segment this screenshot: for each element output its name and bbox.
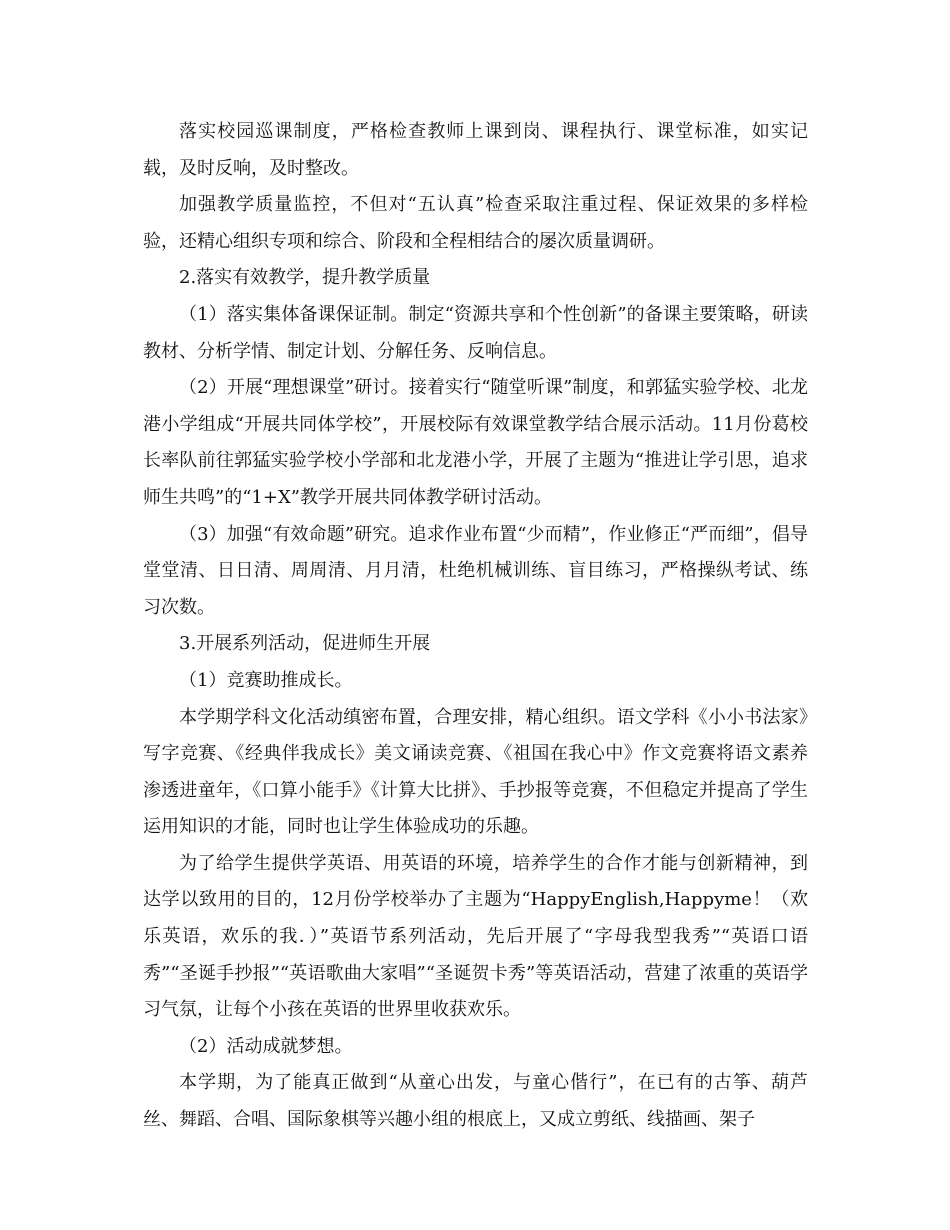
section-heading-series-activities: 3.开展系列活动，促进师生开展	[179, 633, 431, 655]
paragraph-ideal-classroom: （2）开展“理想课堂”研讨。接着实行“随堂听课”制度，和郭猛实验学校、北龙港小学组成“开展共同体学校”，开展校际有效课堂教学结合展示活动。11月份葛校长率队前往郭猛实验学校小学部和北龙港小学，开展了主题为“推进让学引思，追求师生共鸣”的“1+X”教学开展共同体教学研讨活动。	[143, 377, 808, 508]
subheading-competitions: （1）竞赛助推成长。	[179, 669, 353, 691]
paragraph-collective-lesson-prep: （1）落实集体备课保证制。制定“资源共享和个性创新”的备课主要策略，研读教材、分析学情、制定计划、分解任务、反响信息。	[143, 303, 808, 362]
paragraph-subject-culture: 本学期学科文化活动缜密布置，合理安排，精心组织。语文学科《小小书法家》写字竞赛、《经典伴我成长》美文诵读竞赛、《祖国在我心中》作文竞赛将语文素养渗透进童年，《口算小能手》《计算大比拼》、手抄报等竞赛，不但稳定并提高了学生运用知识的才能，同时也让学生体验成功的乐趣。	[143, 706, 808, 838]
subheading-activities-dreams: （2）活动成就梦想。	[179, 1035, 353, 1057]
paragraph-inspection: 落实校园巡课制度，严格检查教师上课到岗、课程执行、课堂标准，如实记载，及时反响，及时整改。	[143, 121, 808, 179]
section-heading-effective-teaching: 2.落实有效教学，提升教学质量	[179, 267, 431, 289]
paragraph-interest-groups: 本学期，为了能真正做到“从童心出发，与童心偕行”，在已有的古筝、葫芦丝、舞蹈、合唱、国际象棋等兴趣小组的根底上，又成立剪纸、线描画、架子	[143, 1072, 808, 1131]
paragraph-english-festival: 为了给学生提供学英语、用英语的环境，培养学生的合作才能与创新精神，到达学以致用的目的，12月份学校举办了主题为“HappyEnglish,Happyme！（欢乐英语，欢乐的我．）”英语节系列活动，先后开展了“字母我型我秀”“英语口语秀”“圣诞手抄报”“英语歌曲大家唱”“圣诞贺卡秀”等英语活动，营建了浓重的英语学习气氛，让每个小孩在英语的世界里收获欢乐。	[143, 852, 808, 1021]
paragraph-effective-assessment: （3）加强“有效命题”研究。追求作业布置“少而精”，作业修正“严而细”，倡导堂堂清、日日清、周周清、月月清，杜绝机械训练、盲目练习，严格操纵考试、练习次数。	[143, 523, 808, 618]
document-body	[143, 114, 808, 1139]
paragraph-quality-monitoring: 加强教学质量监控，不但对“五认真”检查采取注重过程、保证效果的多样检验，还精心组织专项和综合、阶段和全程相结合的屡次质量调研。	[143, 194, 808, 252]
